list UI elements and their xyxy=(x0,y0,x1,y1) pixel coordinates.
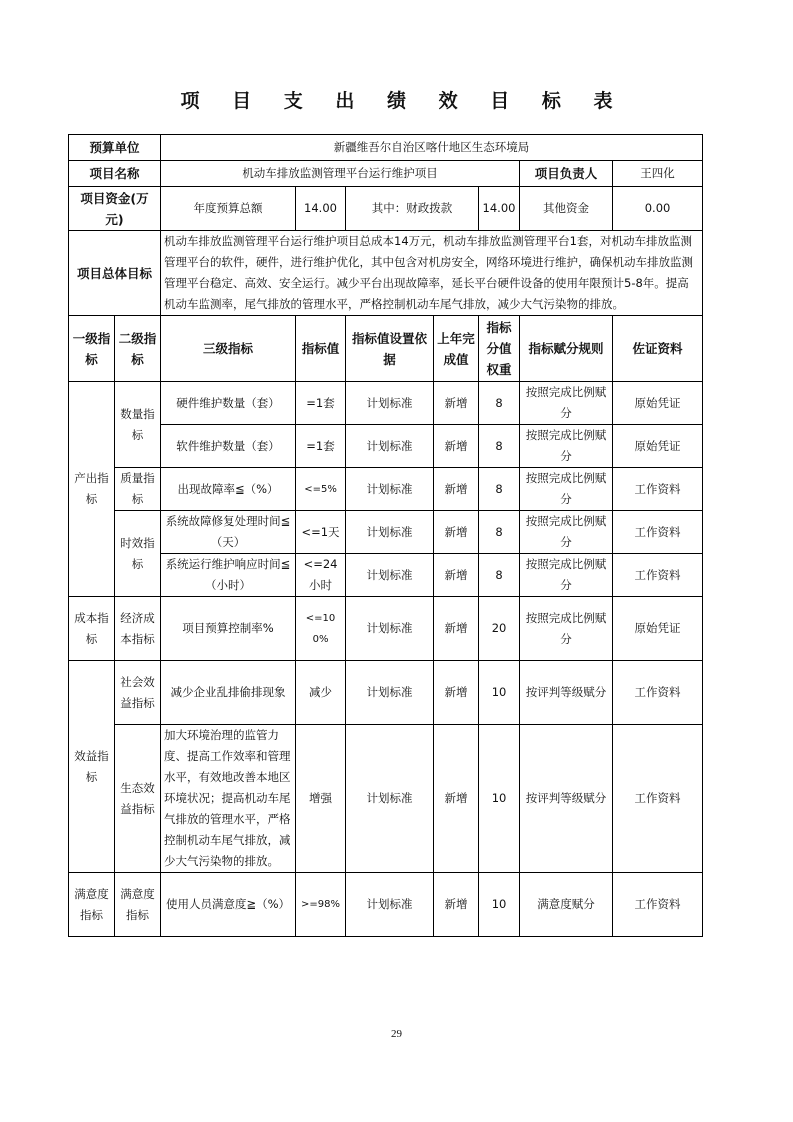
table-row xyxy=(69,511,703,554)
budget-unit-value: 新疆维吾尔自治区喀什地区生态环境局 xyxy=(161,135,703,161)
row-rule: 满意度赋分 xyxy=(520,873,613,937)
row-indicator: 出现故障率≦（%） xyxy=(161,468,296,511)
group-timeliness: 时效指标 xyxy=(115,511,161,597)
row-last-year: 新增 xyxy=(434,725,479,873)
group-social: 社会效益指标 xyxy=(115,661,161,725)
row-weight: 8 xyxy=(479,468,520,511)
row-last-year: 新增 xyxy=(434,511,479,554)
goal-row xyxy=(69,231,703,316)
performance-table xyxy=(68,134,703,937)
row-weight: 8 xyxy=(479,511,520,554)
table-row xyxy=(69,873,703,937)
group-economic-cost: 经济成本指标 xyxy=(115,597,161,661)
row-evidence: 原始凭证 xyxy=(613,425,703,468)
row-evidence: 原始凭证 xyxy=(613,382,703,425)
row-weight: 8 xyxy=(479,382,520,425)
row-rule: 按评判等级赋分 xyxy=(520,725,613,873)
col-evidence: 佐证资料 xyxy=(613,316,703,382)
row-indicator: 系统故障修复处理时间≦（天） xyxy=(161,511,296,554)
row-last-year: 新增 xyxy=(434,382,479,425)
row-target: <=24小时 xyxy=(296,554,346,597)
row-target: 增强 xyxy=(296,725,346,873)
row-target: <=1天 xyxy=(296,511,346,554)
table-row xyxy=(69,597,703,661)
row-indicator: 加大环境治理的监管力度、提高工作效率和管理水平，有效地改善本地区环境状况；提高机动车尾气排放的管理水平，严格控制机动车尾气排放，减少大气污染物的排放。 xyxy=(161,725,296,873)
project-owner-label: 项目负责人 xyxy=(520,161,613,187)
row-last-year: 新增 xyxy=(434,661,479,725)
fiscal-value: 14.00 xyxy=(479,187,520,231)
row-basis: 计划标准 xyxy=(346,382,434,425)
row-basis: 计划标准 xyxy=(346,661,434,725)
col-weight: 指标分值权重 xyxy=(479,316,520,382)
row-rule: 按照完成比例赋分 xyxy=(520,597,613,661)
row-rule: 按评判等级赋分 xyxy=(520,661,613,725)
goal-value: 机动车排放监测管理平台运行维护项目总成本14万元，机动车排放监测管理平台1套，对机动车排放监测管理平台的软件，硬件，进行维护优化，其中包含对机房安全，网络环境进行维护，确保机动车排放监测管理平台稳定、高效、安全运行。减少平台出现故障率，延长平台硬件设备的使用年限预计5-8年。提高机动车监测率，尾气排放的管理水平，严格控制机动车尾气排放，减少大气污染物的排放。 xyxy=(161,231,703,316)
row-basis: 计划标准 xyxy=(346,554,434,597)
col-last-year: 上年完成值 xyxy=(434,316,479,382)
col-basis: 指标值设置依据 xyxy=(346,316,434,382)
row-target: =1套 xyxy=(296,425,346,468)
row-basis: 计划标准 xyxy=(346,725,434,873)
row-target: >=98% xyxy=(296,873,346,937)
col-level2: 二级指标 xyxy=(115,316,161,382)
project-name-value: 机动车排放监测管理平台运行维护项目 xyxy=(161,161,520,187)
table-row xyxy=(69,725,703,873)
row-indicator: 项目预算控制率% xyxy=(161,597,296,661)
row-target: =1套 xyxy=(296,382,346,425)
row-weight: 8 xyxy=(479,554,520,597)
row-weight: 8 xyxy=(479,425,520,468)
row-weight: 10 xyxy=(479,661,520,725)
row-indicator: 硬件维护数量（套） xyxy=(161,382,296,425)
row-weight: 10 xyxy=(479,725,520,873)
group-output: 产出指标 xyxy=(69,382,115,597)
row-weight: 20 xyxy=(479,597,520,661)
row-rule: 按照完成比例赋分 xyxy=(520,382,613,425)
row-basis: 计划标准 xyxy=(346,511,434,554)
row-last-year: 新增 xyxy=(434,597,479,661)
column-header-row xyxy=(69,316,703,382)
col-target: 指标值 xyxy=(296,316,346,382)
other-value-cell xyxy=(613,187,703,231)
row-indicator: 使用人员满意度≧（%） xyxy=(161,873,296,937)
group-satisfaction-sub: 满意度指标 xyxy=(115,873,161,937)
fiscal-label: 其中：财政拨款 xyxy=(346,187,479,231)
table-row xyxy=(69,425,703,468)
performance-table-wrapper xyxy=(68,134,703,937)
row-evidence: 工作资料 xyxy=(613,554,703,597)
row-last-year: 新增 xyxy=(434,468,479,511)
row-indicator: 软件维护数量（套） xyxy=(161,425,296,468)
row-rule: 按照完成比例赋分 xyxy=(520,468,613,511)
row-indicator: 减少企业乱排偷排现象 xyxy=(161,661,296,725)
row-indicator: 系统运行维护响应时间≦（小时） xyxy=(161,554,296,597)
col-rule: 指标赋分规则 xyxy=(520,316,613,382)
group-ecological: 生态效益指标 xyxy=(115,725,161,873)
goal-label: 项目总体目标 xyxy=(69,231,161,316)
row-last-year: 新增 xyxy=(434,873,479,937)
funds-label: 项目资金(万元) xyxy=(69,187,161,231)
group-quantity: 数量指标 xyxy=(115,382,161,468)
row-target: <=100% xyxy=(296,597,346,661)
project-name-label: 项目名称 xyxy=(69,161,161,187)
row-weight: 10 xyxy=(479,873,520,937)
row-evidence: 原始凭证 xyxy=(613,597,703,661)
row-evidence: 工作资料 xyxy=(613,725,703,873)
project-owner-value: 王四化 xyxy=(613,161,703,187)
col-level1: 一级指标 xyxy=(69,316,115,382)
row-last-year: 新增 xyxy=(434,425,479,468)
budget-unit-row xyxy=(69,135,703,161)
row-evidence: 工作资料 xyxy=(613,511,703,554)
group-quality: 质量指标 xyxy=(115,468,161,511)
row-rule: 按照完成比例赋分 xyxy=(520,425,613,468)
row-basis: 计划标准 xyxy=(346,468,434,511)
annual-budget-label: 年度预算总额 xyxy=(161,187,296,231)
row-basis: 计划标准 xyxy=(346,873,434,937)
group-satisfaction: 满意度指标 xyxy=(69,873,115,937)
page-number: 29 xyxy=(391,1028,402,1040)
table-row xyxy=(69,382,703,425)
other-label: 其他资金 xyxy=(520,187,613,231)
row-evidence: 工作资料 xyxy=(613,873,703,937)
table-row xyxy=(69,468,703,511)
table-row xyxy=(69,661,703,725)
row-basis: 计划标准 xyxy=(346,425,434,468)
group-benefit: 效益指标 xyxy=(69,661,115,873)
col-level3: 三级指标 xyxy=(161,316,296,382)
row-target: <=5% xyxy=(296,468,346,511)
budget-unit-label: 预算单位 xyxy=(69,135,161,161)
row-evidence: 工作资料 xyxy=(613,661,703,725)
funds-row xyxy=(69,187,703,231)
row-last-year: 新增 xyxy=(434,554,479,597)
page-title: 项 目 支 出 绩 效 目 标 表 xyxy=(180,90,626,112)
other-value: 0.00 xyxy=(644,201,671,215)
project-name-row xyxy=(69,161,703,187)
row-rule: 按照完成比例赋分 xyxy=(520,554,613,597)
row-basis: 计划标准 xyxy=(346,597,434,661)
row-evidence: 工作资料 xyxy=(613,468,703,511)
table-row xyxy=(69,554,703,597)
row-rule: 按照完成比例赋分 xyxy=(520,511,613,554)
annual-budget-value: 14.00 xyxy=(296,187,346,231)
group-cost: 成本指标 xyxy=(69,597,115,661)
row-target: 减少 xyxy=(296,661,346,725)
